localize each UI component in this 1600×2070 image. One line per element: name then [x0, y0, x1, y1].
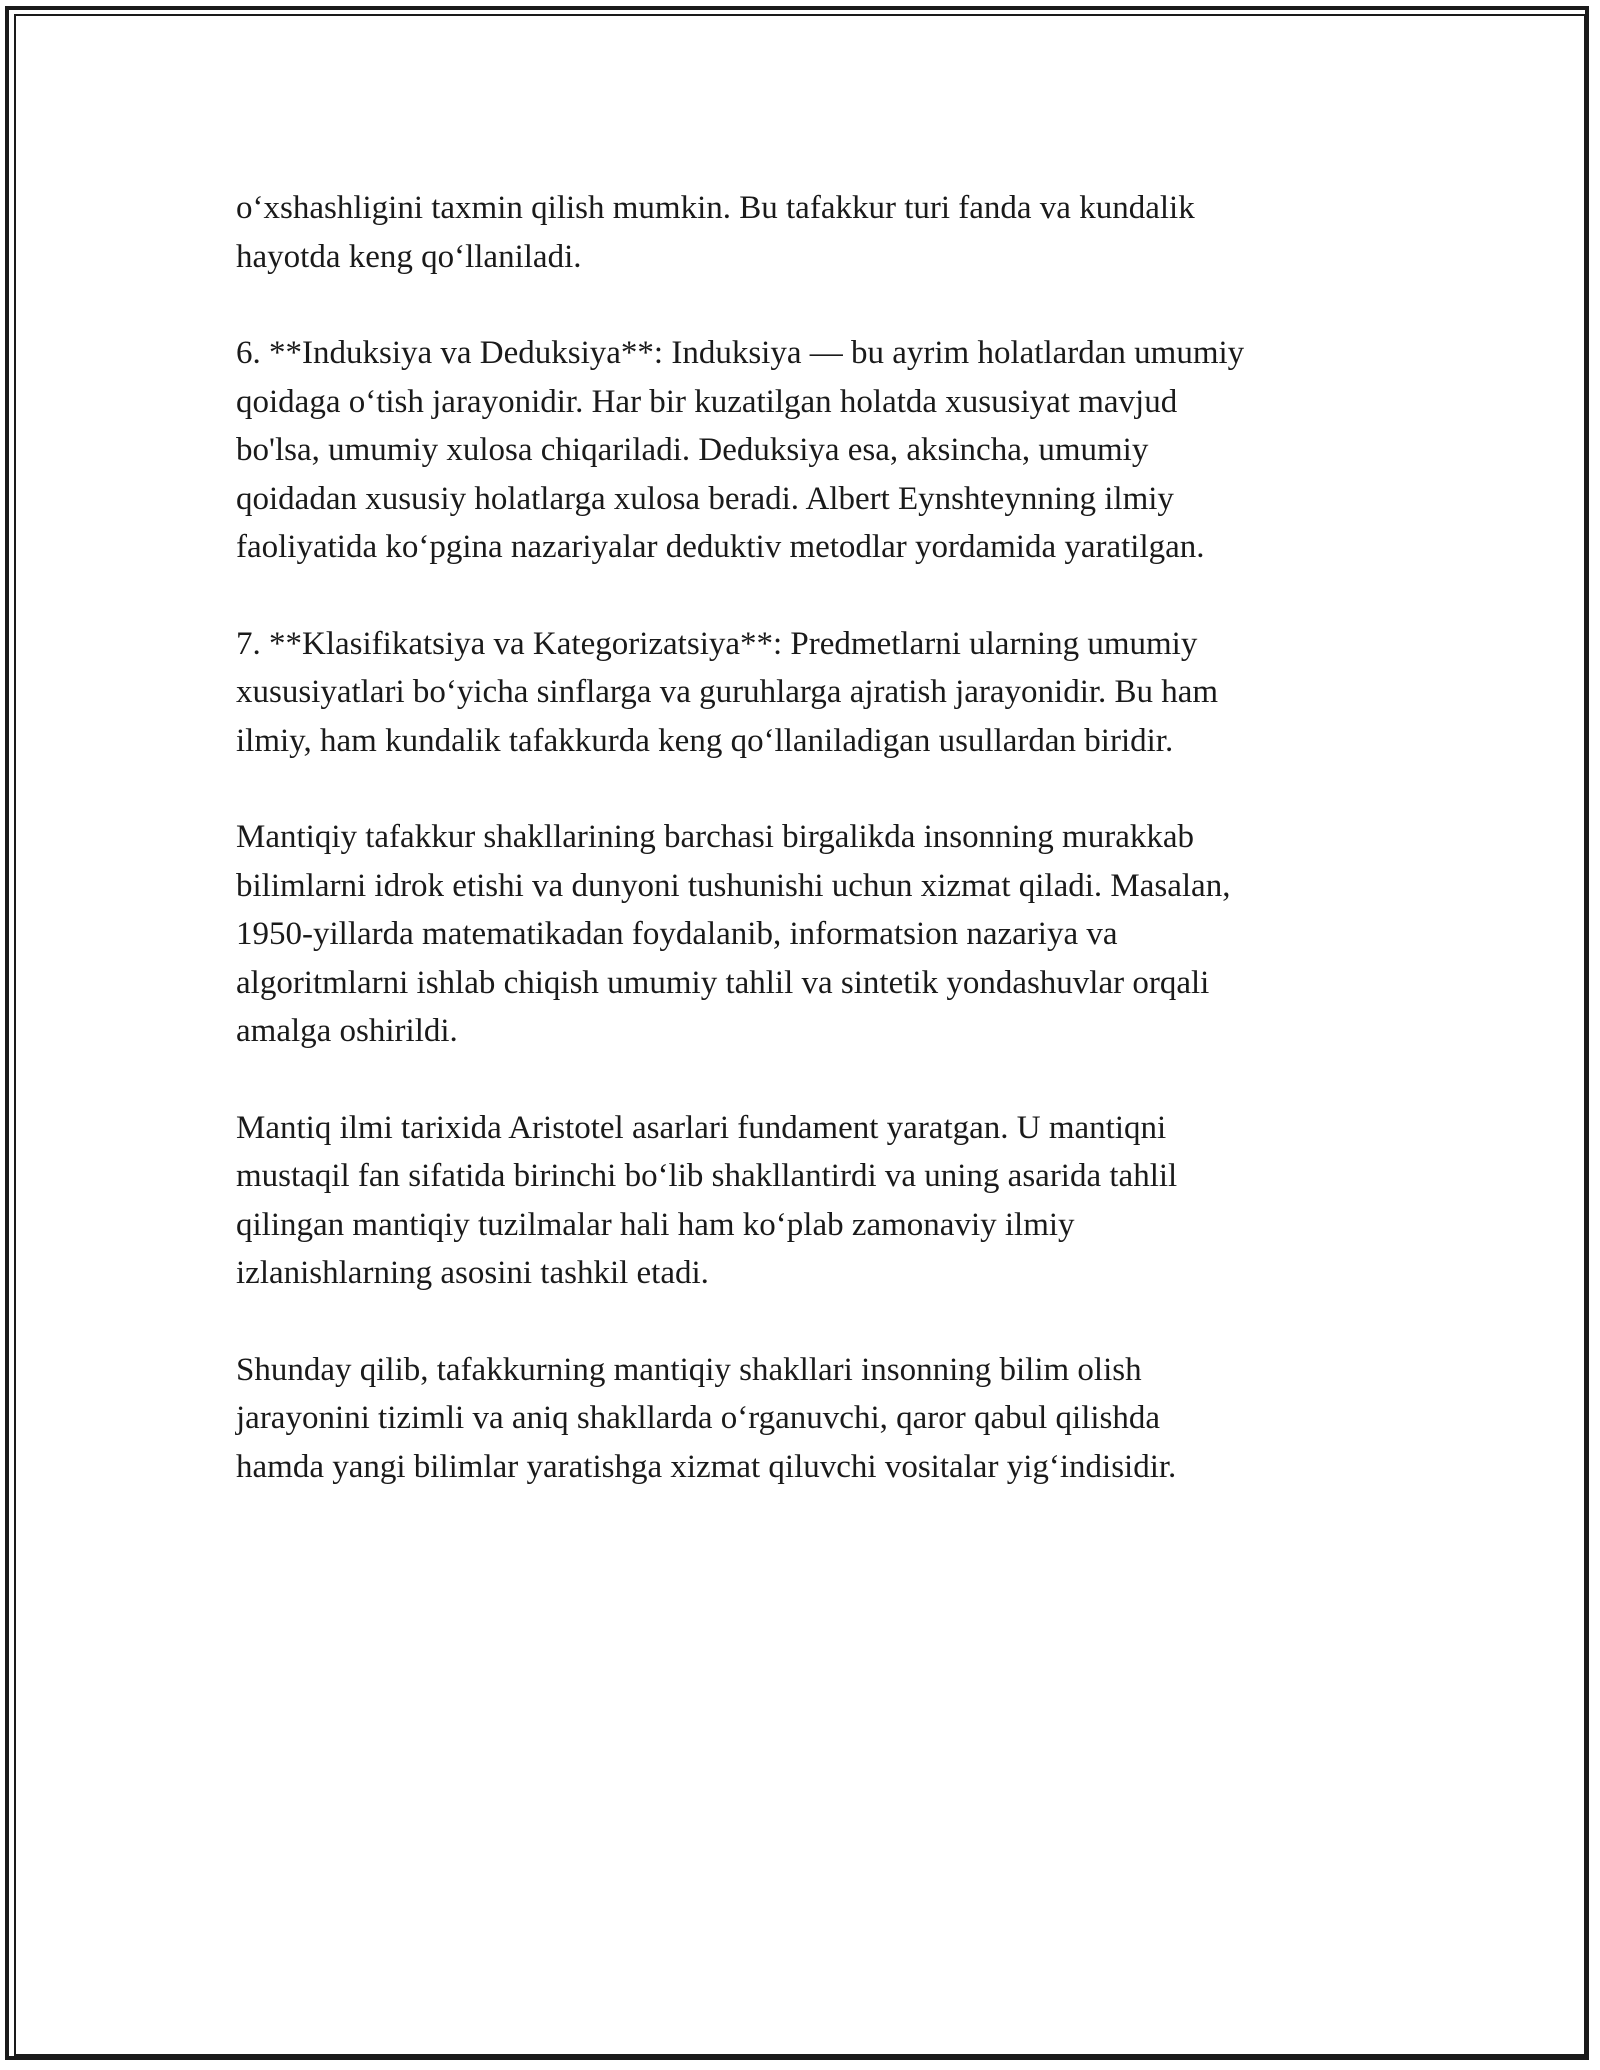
- paragraph-classification: 7. **Klasifikatsiya va Kategorizatsiya**: Predmetlarni ularning umumiy xususiyatlari bo‘yicha sinflarga va guruhlarga ajratish jarayonidir. Bu ham ilmiy, ham kundalik tafakkurda keng qo‘llaniladigan usullardan biridir.: [236, 625, 1219, 759]
- paragraph-logical-thinking: Mantiqiy tafakkur shakllarining barchasi birgalikda insonning murakkab bilimlarni idrok etishi va dunyoni tushunishi uchun xizmat qiladi. Masalan, 1950-yillarda matematikadan foydalanib, informatsion nazariya va algoritmlarni ishlab chiqish umumiy tahlil va sintetik yondashuvlar orqali amalga oshirildi.: [236, 819, 1231, 1049]
- paragraph-aristotle: Mantiq ilmi tarixida Aristotel asarlari fundament yaratgan. U mantiqni mustaqil fan sifatida birinchi bo‘lib shakllantirdi va uning asarida tahlil qilingan mantiqiy tuzilmalar hali ham ko‘plab zamonaviy ilmiy izlanishlarning asosini tashkil etadi.: [236, 1109, 1178, 1291]
- paragraph-induction-deduction: 6. **Induksiya va Deduksiya**: Induksiya — bu ayrim holatlardan umumiy qoidaga o‘tish jarayonidir. Har bir kuzatilgan holatda xususiyat mavjud bo'lsa, umumiy xulosa chiqariladi. Deduksiya esa, aksincha, umumiy qoidadan xususiy holatlarga xulosa beradi. Albert Eynshteynning ilmiy faoliyatida ko‘pgina nazariyalar deduktiv metodlar yordamida yaratilgan.: [236, 335, 1245, 565]
- paragraph-conclusion: Shunday qilib, tafakkurning mantiqiy shakllari insonning bilim olish jarayonini tizimli va aniq shakllarda o‘rganuvchi, qaror qabul qilishda hamda yangi bilimlar yaratishga xizmat qiluvchi vositalar yig‘indisidir.: [236, 1351, 1177, 1485]
- paragraph-continuation: o‘xshashligini taxmin qilish mumkin. Bu tafakkur turi fanda va kundalik hayotda keng qo‘llaniladi.: [236, 190, 1195, 275]
- document-body: [236, 184, 1376, 1539]
